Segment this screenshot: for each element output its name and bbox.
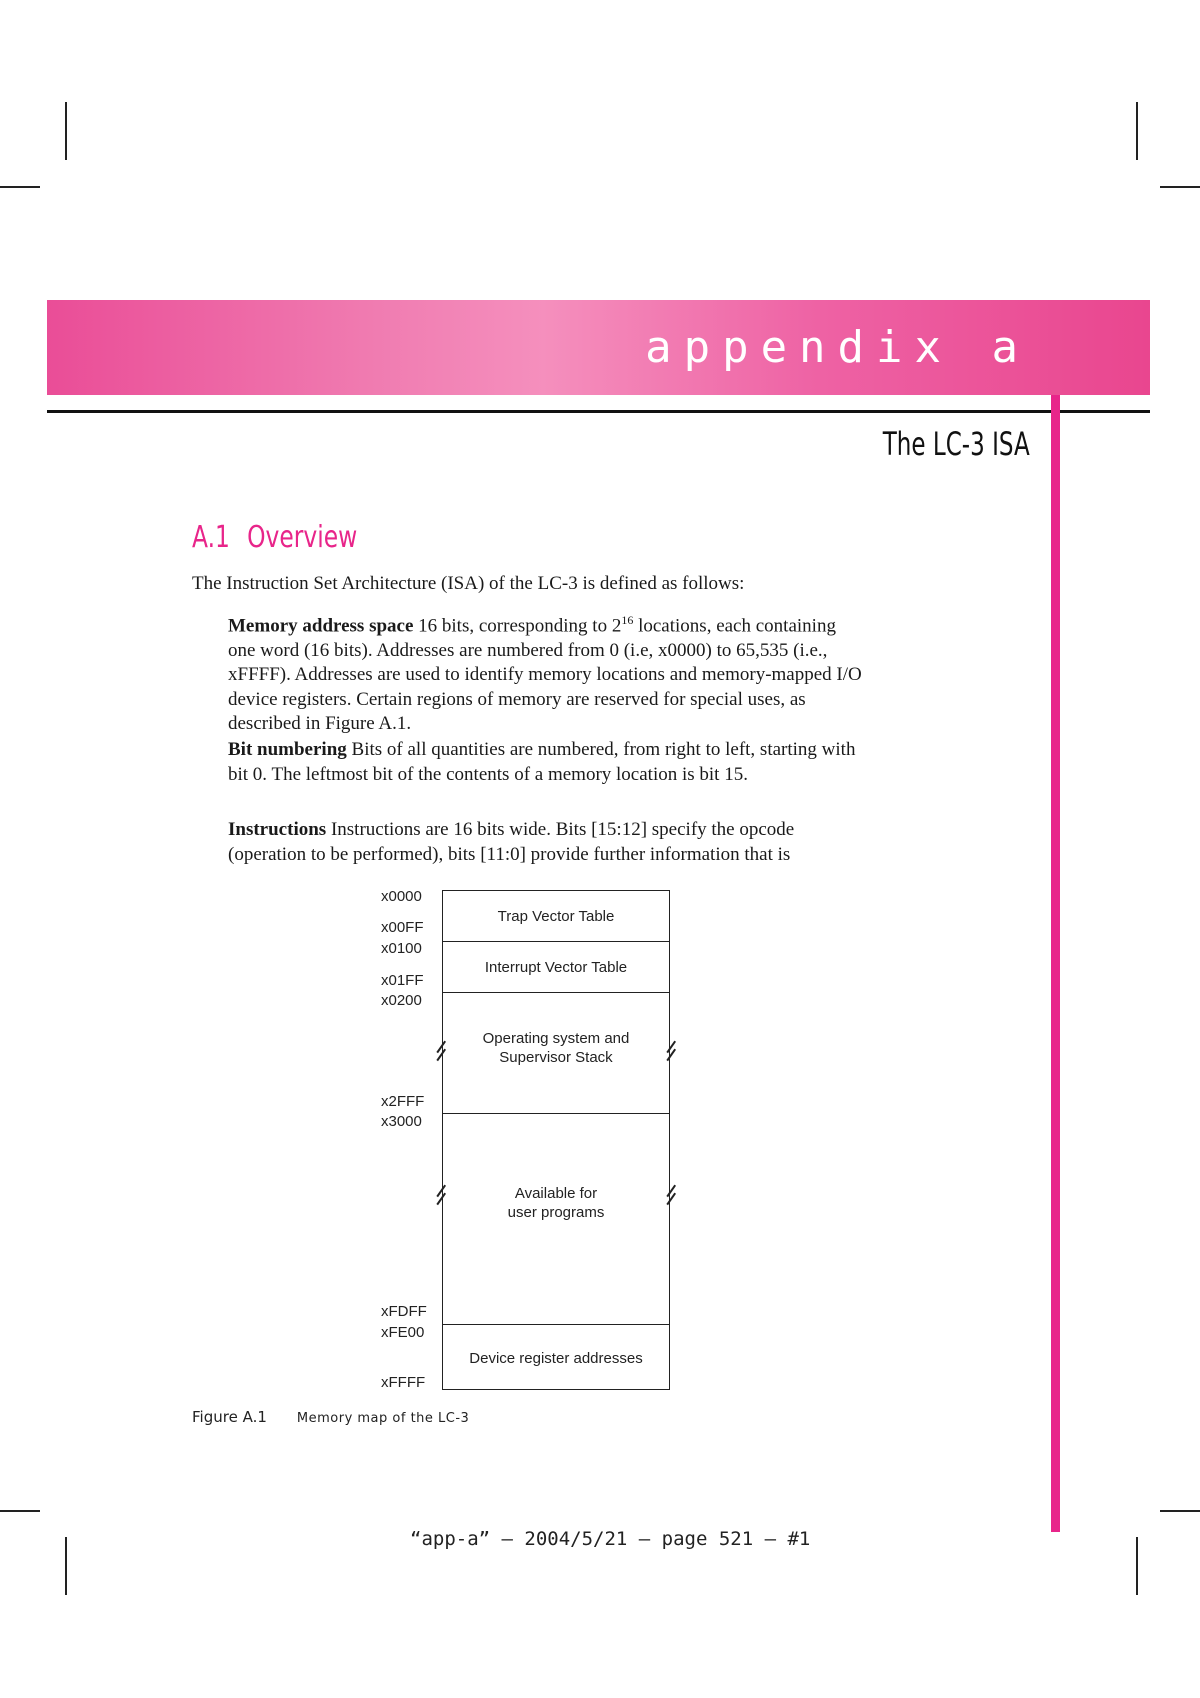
memory-region-device-registers [442,1324,670,1390]
break-mark [434,1182,444,1208]
section-number: A.1 [192,520,230,555]
address-label: x3000 [381,1113,422,1130]
definition-text: Bits of all quantities are numbered, from right to left, starting with bit 0. The leftmost bit of the contents of a memory location is bit 15. [228,739,856,785]
figure-caption-text: Memory map of the LC-3 [296,1411,470,1426]
address-label: xFE00 [381,1324,425,1341]
address-label: x00FF [381,919,424,936]
address-label: x2FFF [381,1093,425,1110]
region-label: Operating system and Supervisor Stack [482,1030,630,1066]
definition-text: 16 bits, corresponding to 2 [413,615,622,637]
break-mark [664,1182,674,1208]
break-mark [664,1038,674,1064]
page-footer: “app-a” — 2004/5/21 — page 521 — #1 [410,1528,811,1550]
memory-region-interrupt-vector [442,941,670,993]
definition-term: Memory address space [228,615,414,637]
address-label: x0200 [381,992,422,1009]
header-rule [47,410,1150,413]
chapter-title: The LC-3 ISA [883,425,1030,463]
address-label: x0000 [381,888,422,905]
figure-caption [192,1408,469,1426]
definition-text: Instructions are 16 bits wide. Bits [15:12] specify the opcode (operation to be performed), bits [11:0] provide further information that is [228,819,795,865]
definition-term: Instructions [228,819,327,840]
region-label: Available for user programs [507,1185,605,1221]
memory-region-operating-system [442,992,670,1114]
section-heading [192,520,357,555]
crop-mark [1136,102,1138,160]
region-label: Trap Vector Table [497,908,615,925]
definition-instructions [228,818,868,867]
intro-paragraph: The Instruction Set Architecture (ISA) of the LC-3 is defined as follows: [192,573,745,594]
address-label: xFDFF [381,1303,427,1320]
crop-mark [0,1510,40,1512]
exponent: 16 [621,613,634,627]
region-label: Device register addresses [469,1350,643,1367]
address-label: x01FF [381,972,424,989]
section-title: Overview [247,520,358,555]
region-label: Interrupt Vector Table [484,959,628,976]
definition-memory-address-space [228,608,868,737]
crop-mark [1136,1537,1138,1595]
definition-term: Bit numbering [228,739,347,760]
address-label: x0100 [381,940,422,957]
break-mark [434,1038,444,1064]
crop-mark [65,102,67,160]
appendix-label: appendix a [645,322,1030,373]
memory-region-trap-vector [442,890,670,942]
definition-bit-numbering [228,738,868,787]
crop-mark [65,1537,67,1595]
crop-mark [0,186,40,188]
margin-bar [1051,395,1060,1532]
crop-mark [1160,1510,1200,1512]
crop-mark [1160,186,1200,188]
definition-text: locations, each containing one word (16 bits). Addresses are numbered from 0 (i.e, x0000) to 65,535 (i.e., xFFFF). Addresses are used to identify memory locations and memory-mapped I/O device registers. Certain regions of memory are reserved for special uses, as described in Figure A.1. [228,615,862,735]
address-label: xFFFF [381,1374,426,1391]
figure-label: Figure A.1 [192,1408,267,1426]
appendix-banner [47,300,1150,395]
memory-region-user-programs [442,1113,670,1325]
